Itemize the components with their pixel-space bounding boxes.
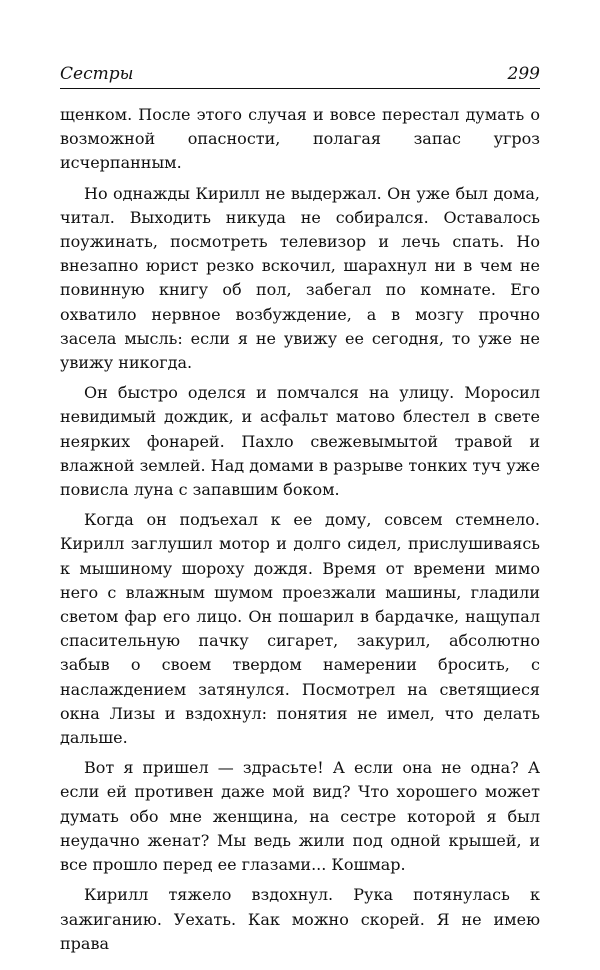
body-text: [60, 103, 540, 956]
paragraph: Вот я пришел — здрасьте! А если она не одна? А если ей противен даже мой вид? Что хорошего может думать обо мне женщина, на сестре которой я был неудачно женат? Мы ведь жили под одной крышей, и все прошло перед ее глазами... Кошмар.: [60, 758, 540, 875]
page-number: 299: [507, 64, 540, 84]
running-header: [60, 58, 540, 89]
paragraph: Но однажды Кирилл не выдержал. Он уже был дома, читал. Выходить никуда не собирался. Оставалось поужинать, посмотреть телевизор и лечь спать. Но внезапно юрист резко вскочил, шарахнул ни в чем не повинную книгу об пол, забегал по комнате. Его охватило нервное возбуждение, а в мозгу прочно засела мысль: если я не увижу ее сегодня, то уже не увижу никогда.: [60, 183, 540, 373]
paragraph: Он быстро оделся и помчался на улицу. Моросил невидимый дождик, и асфальт матово блестел в свете неярких фонарей. Пахло свежевымытой травой и влажной землей. Над домами в разрыве тонких туч уже повисла луна с запавшим боком.: [60, 383, 540, 500]
paragraph-continued: щенком. После этого случая и вовсе перестал думать о возможной опасности, полагая запас угроз исчерпанным.: [60, 105, 540, 173]
paragraph: Кирилл тяжело вздохнул. Рука потянулась к зажиганию. Уехать. Как можно скорей. Я не имею права: [60, 885, 540, 953]
running-title: Сестры: [60, 64, 134, 84]
book-page: [60, 58, 540, 956]
paragraph: Когда он подъехал к ее дому, совсем стемнело. Кирилл заглушил мотор и долго сидел, прислушиваясь к мышиному шороху дождя. Время от времени мимо него с влажным шумом проезжали машины, гладили светом фар его лицо. Он пошарил в бардачке, нащупал спасительную пачку сигарет, закурил, абсолютно забыв о своем твердом намерении бросить, с наслаждением затянулся. Посмотрел на светящиеся окна Лизы и вздохнул: понятия не имел, что делать дальше.: [60, 510, 540, 748]
